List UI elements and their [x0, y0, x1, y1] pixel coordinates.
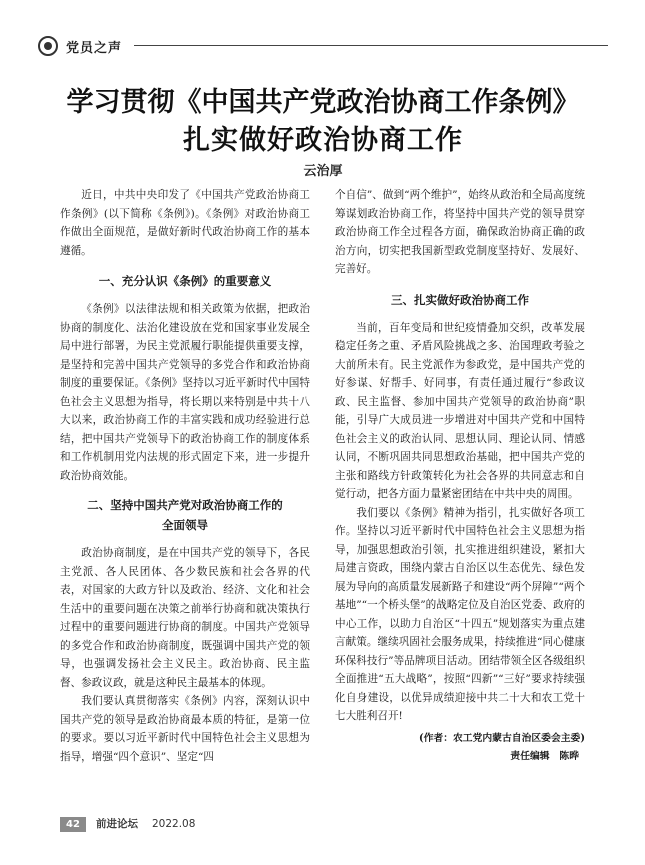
- issue-number: 2022.08: [152, 818, 196, 830]
- paragraph-3-continued: 个自信”、做到“两个维护”，始终从政治和全局高度统筹谋划政治协商工作，将坚持中国共产党的领导贯穿政治协商工作全过程各方面，确保政治协商正确的政治方向，切实把我国新型政党制度坚持好、发展好、完善好。: [335, 189, 585, 275]
- section-heading-2-line2: 全面领导: [162, 518, 208, 532]
- paragraph-4: 当前，百年变局和世纪疫情叠加交织，改革发展稳定任务之重、矛盾风险挑战之多、治国理政考验之大前所未有。民主党派作为参政党，是中国共产党的好参谋、好帮手、好同事，有责任通过履行“参政议政、民主监督、参加中国共产党领导的政治协商”职能，引导广大成员进一步增进对中国共产党和中国特色社会主义的政治认同、思想认同、理论认同、情感认同，不断巩固共同思想政治基础，把中国共产党的主张和路线方针政策转化为社会各界的共同意志和自觉行动，把各方面力量紧密团结在中共中央的周围。: [335, 321, 585, 500]
- left-column: [60, 186, 310, 766]
- intro-paragraph: 近日，中共中央印发了《中国共产党政治协商工作条例》(以下简称《条例》)。《条例》对政治协商工作做出全面规范，是做好新时代政治协商工作的基本遵循。: [60, 189, 310, 257]
- article-author: 云治厚: [303, 164, 343, 179]
- page-footer: [60, 817, 260, 833]
- responsible-editor: 责任编辑 陈晔: [510, 751, 579, 762]
- page-number: 42: [60, 817, 86, 832]
- section-heading-1: 一、充分认识《条例》的重要意义: [98, 274, 272, 288]
- header-rule: [134, 45, 608, 46]
- column-logo-icon: [38, 36, 58, 56]
- right-column: [335, 186, 585, 767]
- article-title-line2: 扎实做好政治协商工作: [183, 125, 463, 156]
- paragraph-5: 我们要以《条例》精神为指引，扎实做好各项工作。坚持以习近平新时代中国特色社会主义思想为指导，加强思想政治引领，扎实推进组织建设，紧扣大局建言资政，围绕内蒙古自治区以生态优先、绿色发展为导向的高质量发展新路子和建设“两个屏障”“两个基地”“一个桥头堡”的战略定位及自治区党委、政府的中心工作，以助力自治区“十四五”规划落实为重点建言献策。继续巩固社会服务成果，持续推进“同心健康环保科技行”等品牌项目活动。团结带领全区各级组织全面推进“五大战略”，按照“四新”“三好”要求持续强化自身建设，以优异成绩迎接中共二十大和农工党十七大胜利召开!: [335, 506, 585, 722]
- column-name: 党员之声: [66, 41, 123, 56]
- paragraph-1: 《条例》以法律法规和相关政策为依据，把政治协商的制度化、法治化建设放在党和国家事业发展全局中进行部署，为民主党派履行职能提供重要支撑，是坚持和完善中国共产党领导的多党合作和政治协商制度的重要保证。《条例》坚持以习近平新时代中国特色社会主义思想为指导，将长期以来特别是中共十八大以来，政治协商工作的丰富实践和成功经验进行总结，把中国共产党领导下的政治协商工作的制度体系和工作机制用党内法规的形式固定下来，进一步提升政治协商效能。: [60, 303, 310, 482]
- section-heading-3: 三、扎实做好政治协商工作: [391, 292, 529, 307]
- paragraph-3: 我们要认真贯彻落实《条例》内容，深刻认识中国共产党的领导是政治协商最本质的特征，是第一位的要求。要以习近平新时代中国特色社会主义思想为指导，增强“四个意识”、坚定“四: [60, 695, 310, 763]
- section-heading-2: [60, 495, 310, 535]
- paragraph-2: 政治协商制度，是在中国共产党的领导下，各民主党派、各人民团体、各少数民族和社会各界的代表，对国家的大政方针以及政治、经济、文化和社会生活中的重要问题在决策之前举行协商和就决策执行过程中的重要问题进行协商的制度。中国共产党领导的多党合作和政治协商制度，既强调中国共产党的领导，也强调发扬社会主义民主。政治协商、民主监督、参政议政，就是这种民主最基本的体现。: [60, 547, 310, 689]
- section-heading-2-line1: 二、坚持中国共产党对政治协商工作的: [87, 498, 283, 512]
- column-header: [38, 36, 608, 56]
- author-affiliation: (作者：农工党内蒙古自治区委会主委): [418, 732, 585, 744]
- article-title-line1: 学习贯彻《中国共产党政治协商工作条例》: [66, 87, 580, 118]
- magazine-name: 前进论坛: [96, 818, 138, 830]
